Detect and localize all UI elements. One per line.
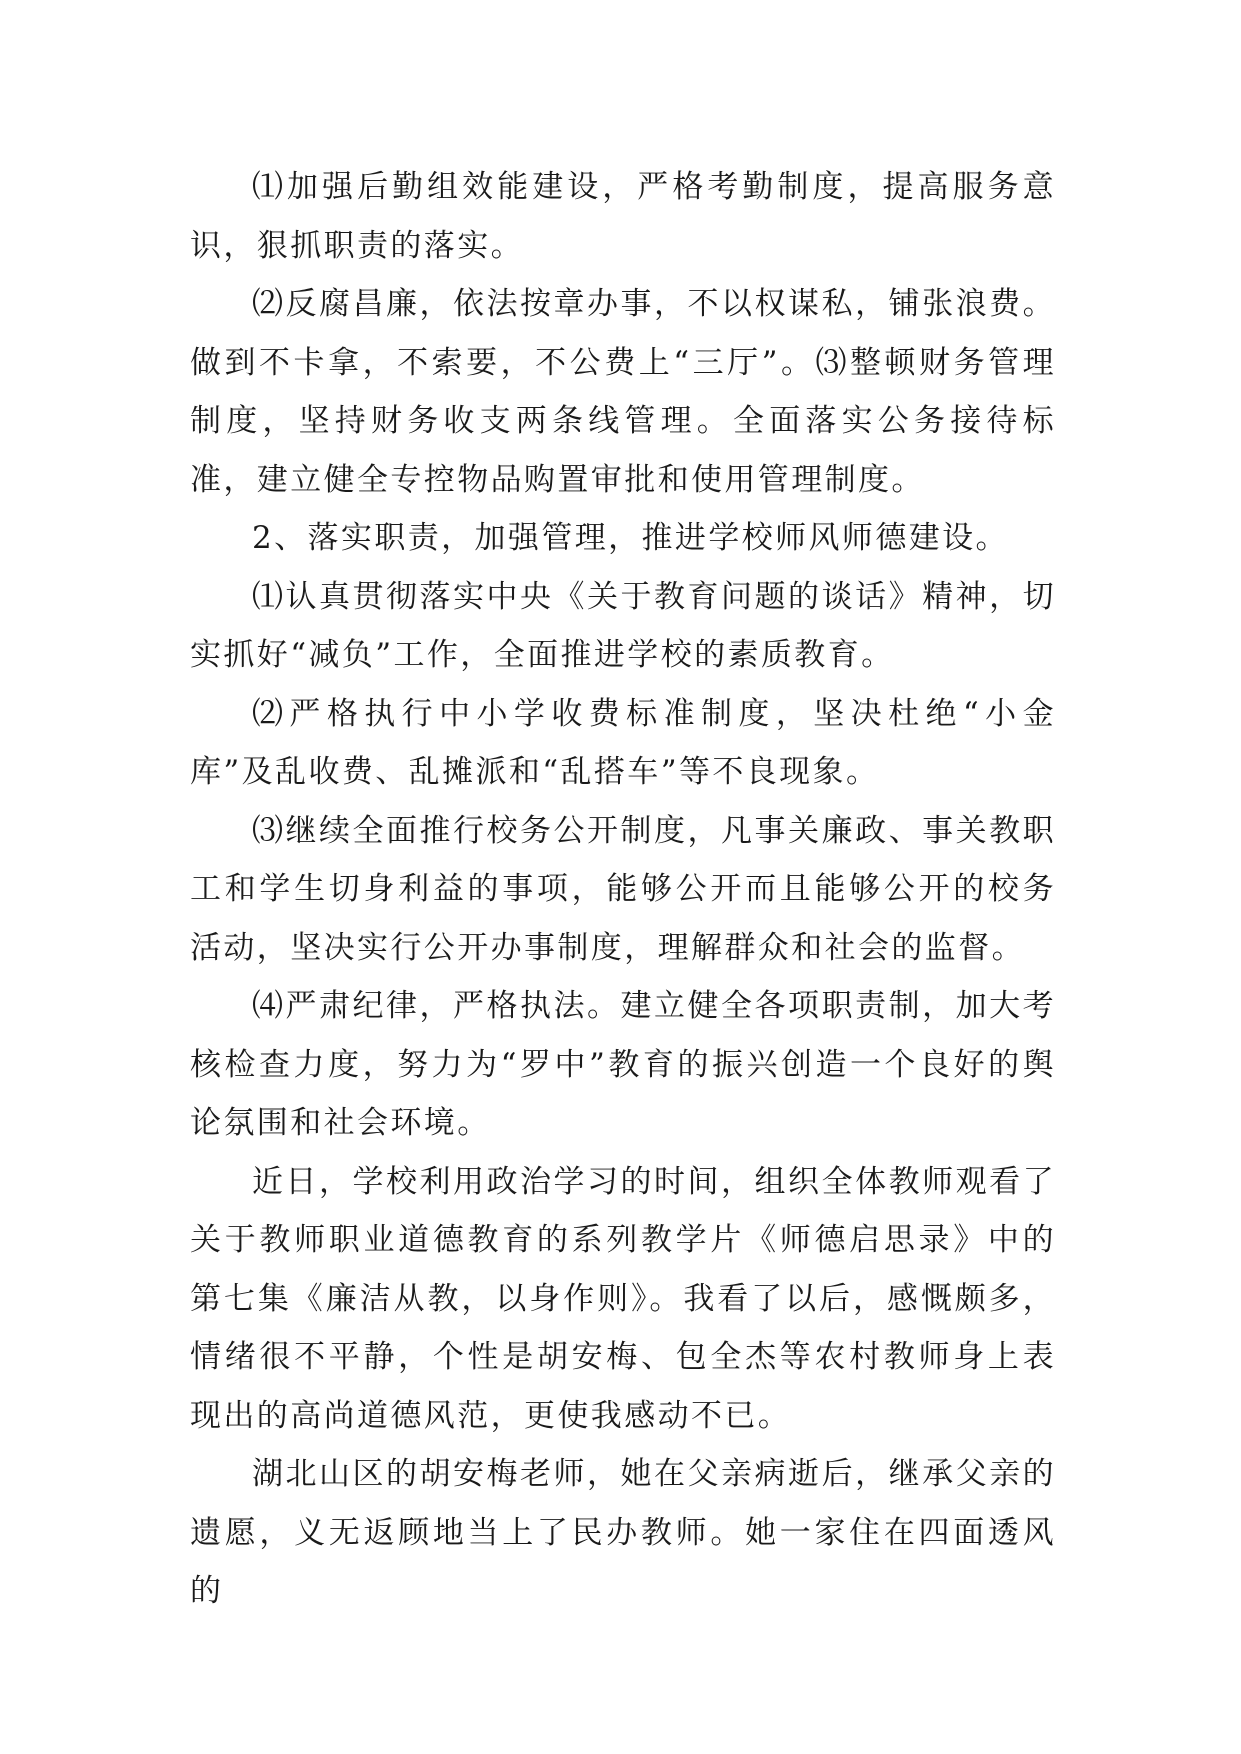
paragraph: 近日，学校利用政治学习的时间，组织全体教师观看了关于教师职业道德教育的系列教学片《师德启思录》中的第七集《廉洁从教，以身作则》。我看了以后，感慨颇多，情绪很不平静，个性是胡安梅、包全杰等农村教师身上表现出的高尚道德风范，更使我感动不已。 xyxy=(190,1163,1056,1434)
document-body xyxy=(190,158,1056,1621)
paragraph: ⑴认真贯彻落实中央《关于教育问题的谈话》精神，切实抓好“减负”工作，全面推进学校的素质教育。 xyxy=(190,578,1056,673)
paragraph: ⑵反腐昌廉，依法按章办事，不以权谋私，铺张浪费。做到不卡拿，不索要，不公费上“三厅”。⑶整顿财务管理制度，坚持财务收支两条线管理。全面落实公务接待标准，建立健全专控物品购置审批和使用管理制度。 xyxy=(190,286,1056,498)
paragraph: ⑶继续全面推行校务公开制度，凡事关廉政、事关教职工和学生切身利益的事项，能够公开而且能够公开的校务活动，坚决实行公开办事制度，理解群众和社会的监督。 xyxy=(190,812,1056,966)
paragraph: 2、落实职责，加强管理，推进学校师风师德建设。 xyxy=(252,520,1009,556)
paragraph: ⑴加强后勤组效能建设，严格考勤制度，提高服务意识，狠抓职责的落实。 xyxy=(190,169,1056,264)
paragraph: 湖北山区的胡安梅老师，她在父亲病逝后，继承父亲的遗愿，义无返顾地当上了民办教师。她一家住在四面透风的 xyxy=(190,1456,1056,1609)
paragraph: ⑵严格执行中小学收费标准制度，坚决杜绝“小金库”及乱收费、乱摊派和“乱搭车”等不良现象。 xyxy=(190,695,1056,790)
paragraph: ⑷严肃纪律，严格执法。建立健全各项职责制，加大考核检查力度，努力为“罗中”教育的振兴创造一个良好的舆论氛围和社会环境。 xyxy=(190,988,1056,1141)
